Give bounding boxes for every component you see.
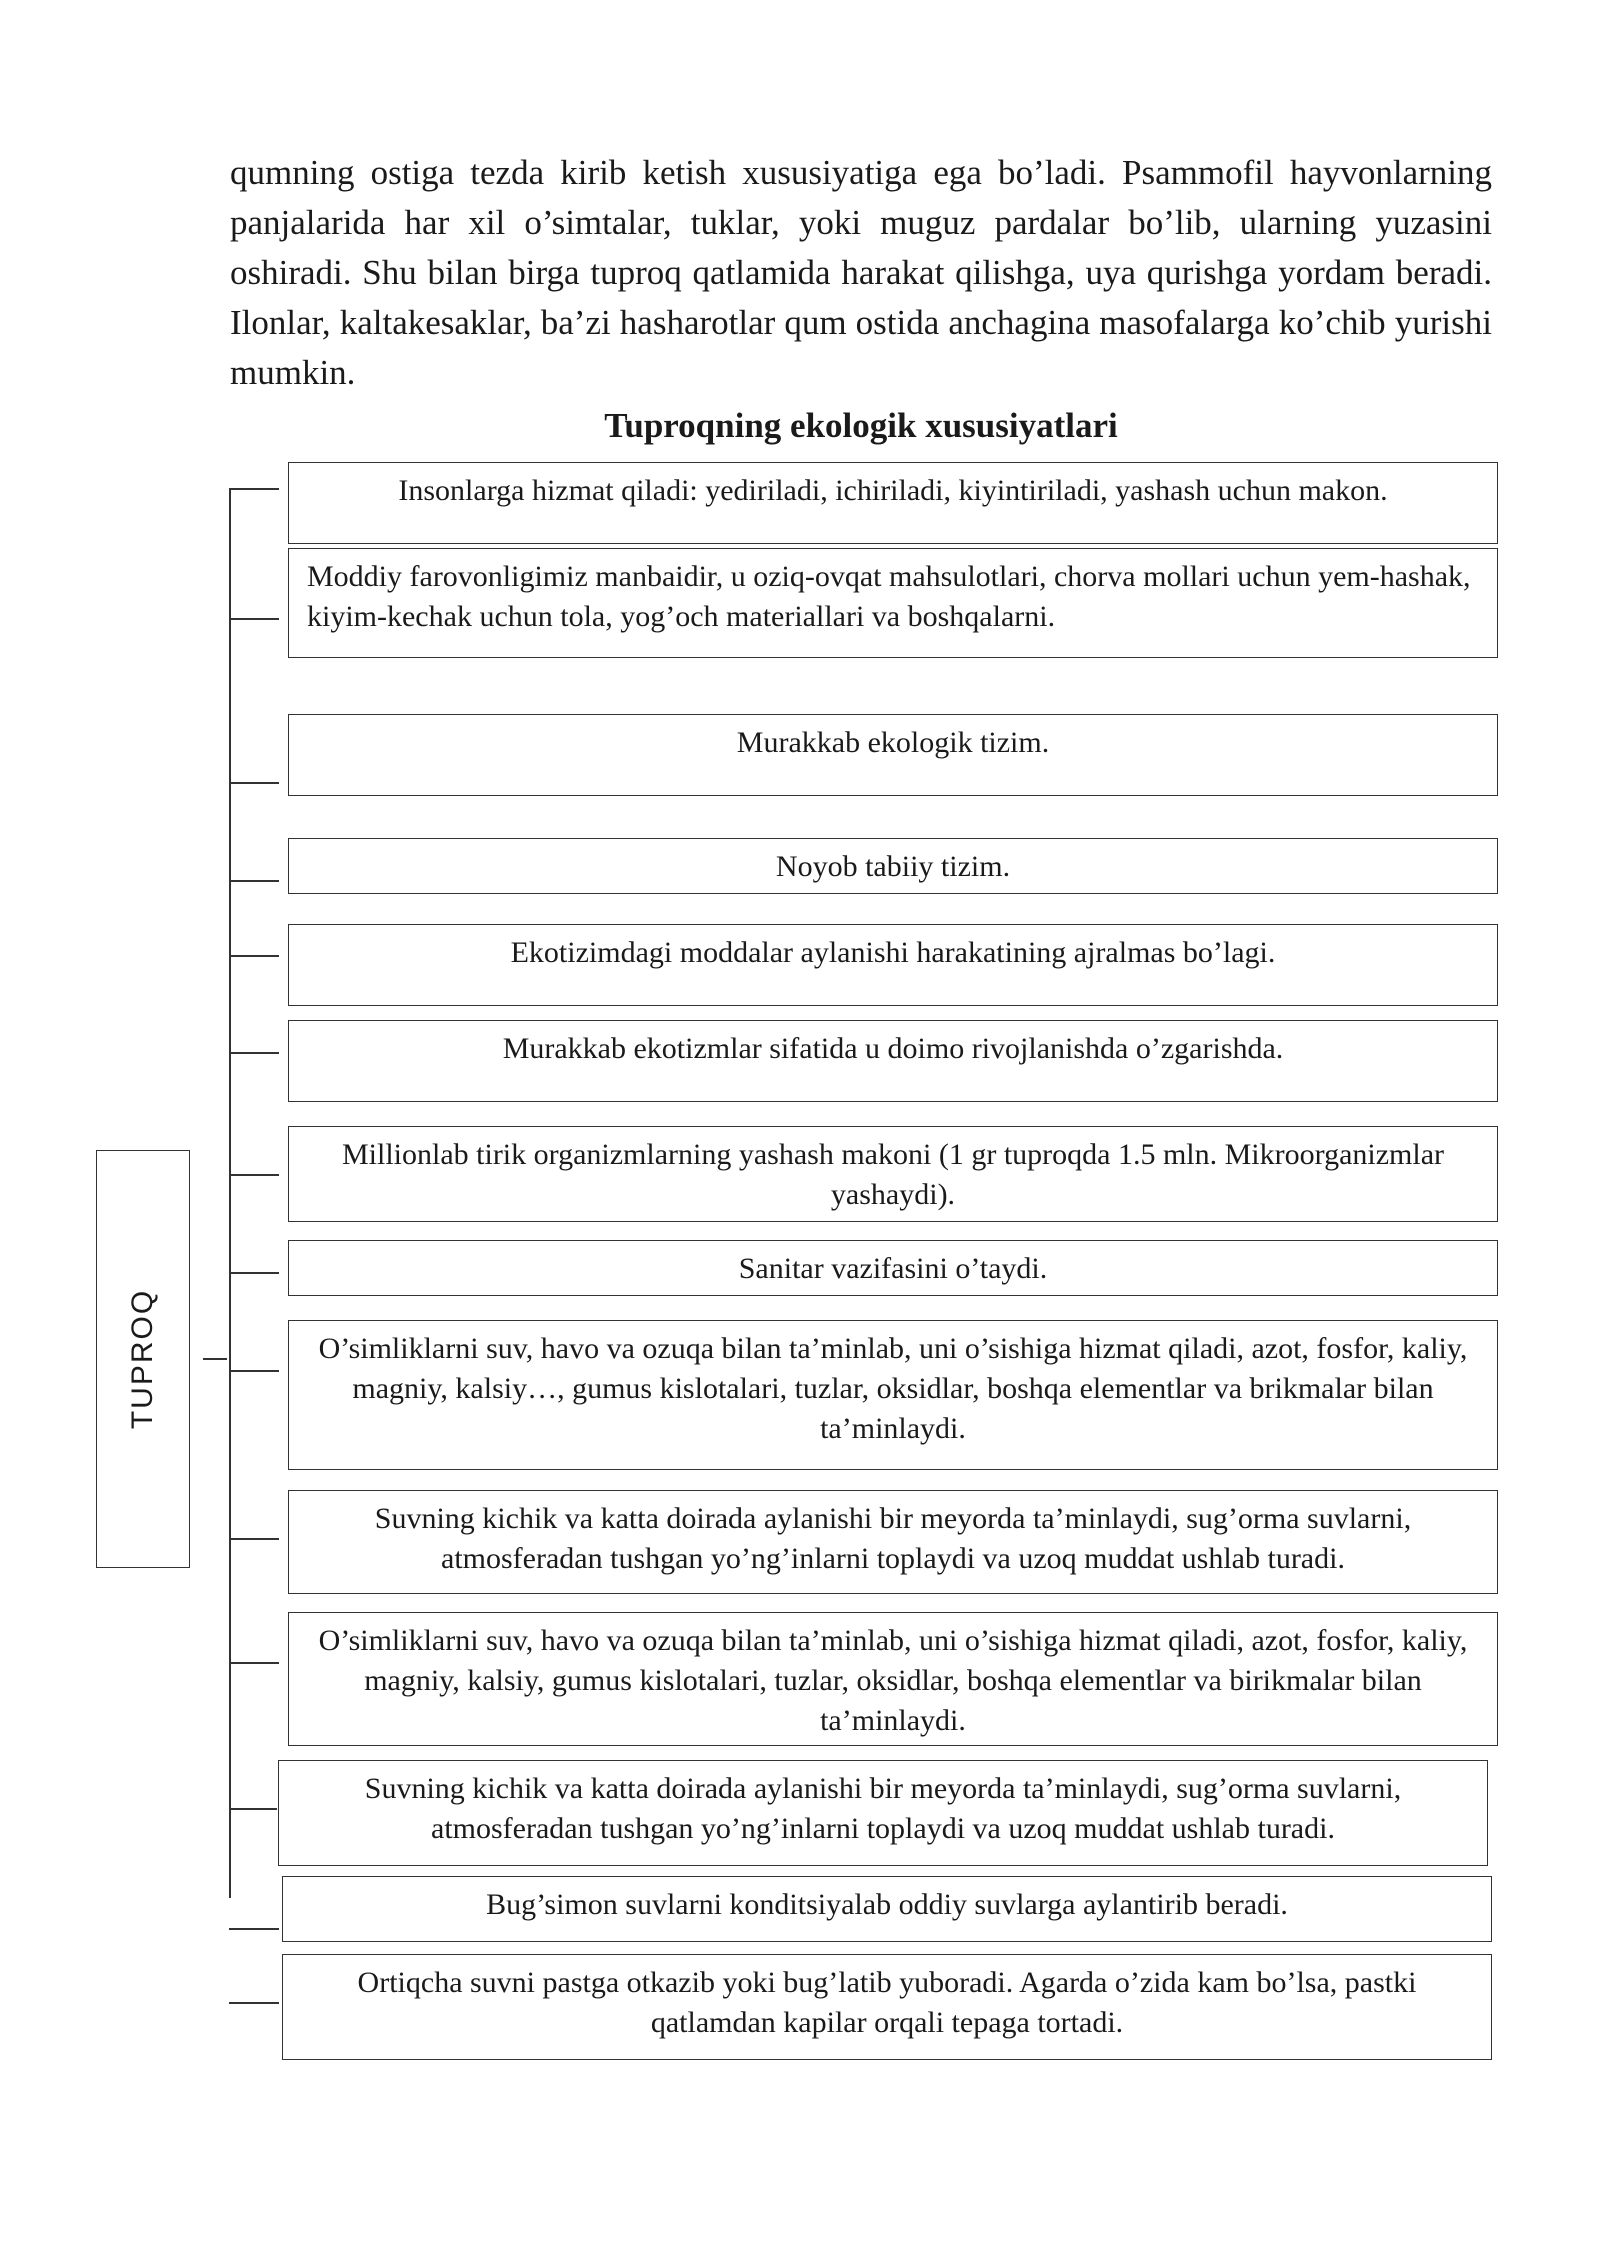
item-connector [229,1662,279,1664]
item-connector [229,1928,279,1930]
item-box [282,1954,1492,2060]
item-text: Millionlab tirik organizmlarning yashash makoni (1 gr tuproqda 1.5 mln. Mikroorganizmlar yashaydi). [341,1138,1445,1211]
item-box [288,1240,1498,1296]
item-box [288,1612,1498,1746]
item-box [288,1126,1498,1222]
item-box [278,1760,1488,1866]
root-connector [203,1358,227,1360]
item-box [288,838,1498,894]
item-text: O’simliklarni suv, havo va ozuqa bilan ta’minlab, uni o’sishiga hizmat qiladi, azot, fosfor, kaliy, magniy, kalsiy, gumus kislotalari, tuzlar, oksidlar, boshqa elementlar va birikmalar bilan ta’minlaydi. [318,1624,1468,1737]
item-connector [229,488,279,490]
item-text: Insonlarga hizmat qiladi: yediriladi, ichiriladi, kiyintiriladi, yashash uchun makon. [398,474,1388,507]
item-connector [229,1808,277,1810]
item-connector [229,782,279,784]
item-box [288,1490,1498,1594]
item-box [288,924,1498,1006]
item-text: Ortiqcha suvni pastga otkazib yoki bug’latib yuboradi. Agarda o’zida kam bo’lsa, pastki qatlamdan kapilar orqali tepaga tortadi. [357,1966,1417,2039]
item-connector [229,1052,279,1054]
root-node-label: TUPROQ [126,1288,159,1430]
item-connector [229,880,279,882]
item-connector [229,1174,279,1176]
item-text: Ekotizimdagi moddalar aylanishi harakatining ajralmas bo’lagi. [510,936,1276,969]
item-text: Suvning kichik va katta doirada aylanishi bir meyorda ta’minlaydi, sug’orma suvlarni, atmosferadan tushgan yo’ng’inlarni toplaydi va uzoq muddat ushlab turadi. [374,1502,1412,1575]
item-text: Moddiy farovonligimiz manbaidir, u oziq-ovqat mahsulotlari, chorva mollari uchun yem-hashak, kiyim-kechak uchun tola, yog’och materiallari va boshqalarni. [307,560,1471,633]
item-connector [229,1272,279,1274]
item-box [288,548,1498,658]
item-box [288,462,1498,544]
item-box [282,1876,1492,1942]
body-paragraph: qumning ostiga tezda kirib ketish xususiyatiga ega bo’ladi. Psammofil hayvonlarning panjalarida har xil o’simtalar, tuklar, yoki muguz pardalar bo’lib, ularning yuzasini oshiradi. Shu bilan birga tuproq qatlamida harakat qilishga, uya qurishga yordam beradi. Ilonlar, kaltakesaklar, ba’zi hasharotlar qum ostida anchagina masofalarga ko’chib yurishi mumkin. [230,153,1492,392]
item-connector [229,618,279,620]
item-connector [229,955,279,957]
item-connector [229,2002,279,2004]
item-text: Bug’simon suvlarni konditsiyalab oddiy suvlarga aylantirib beradi. [486,1888,1288,1921]
item-box [288,1020,1498,1102]
trunk-line [229,488,231,1898]
item-box [288,714,1498,796]
item-text: Sanitar vazifasini o’taydi. [738,1252,1048,1285]
item-connector [229,1538,279,1540]
item-connector [229,1370,279,1372]
item-text: Murakkab ekotizmlar sifatida u doimo rivojlanishda o’zgarishda. [502,1032,1284,1065]
item-text: Suvning kichik va katta doirada aylanishi bir meyorda ta’minlaydi, sug’orma suvlarni, atmosferadan tushgan yo’ng’inlarni toplaydi va uzoq muddat ushlab turadi. [364,1772,1402,1845]
item-text: Murakkab ekologik tizim. [736,726,1050,759]
diagram-title: Tuproqning ekologik xususiyatlari [604,406,1118,445]
item-box [288,1320,1498,1470]
item-text: Noyob tabiiy tizim. [775,850,1011,883]
item-text: O’simliklarni suv, havo va ozuqa bilan ta’minlab, uni o’sishiga hizmat qiladi, azot, fosfor, kaliy, magniy, kalsiy…, gumus kislotalari, tuzlar, oksidlar, boshqa elementlar va brikmalar bilan ta’minlaydi. [318,1332,1468,1445]
